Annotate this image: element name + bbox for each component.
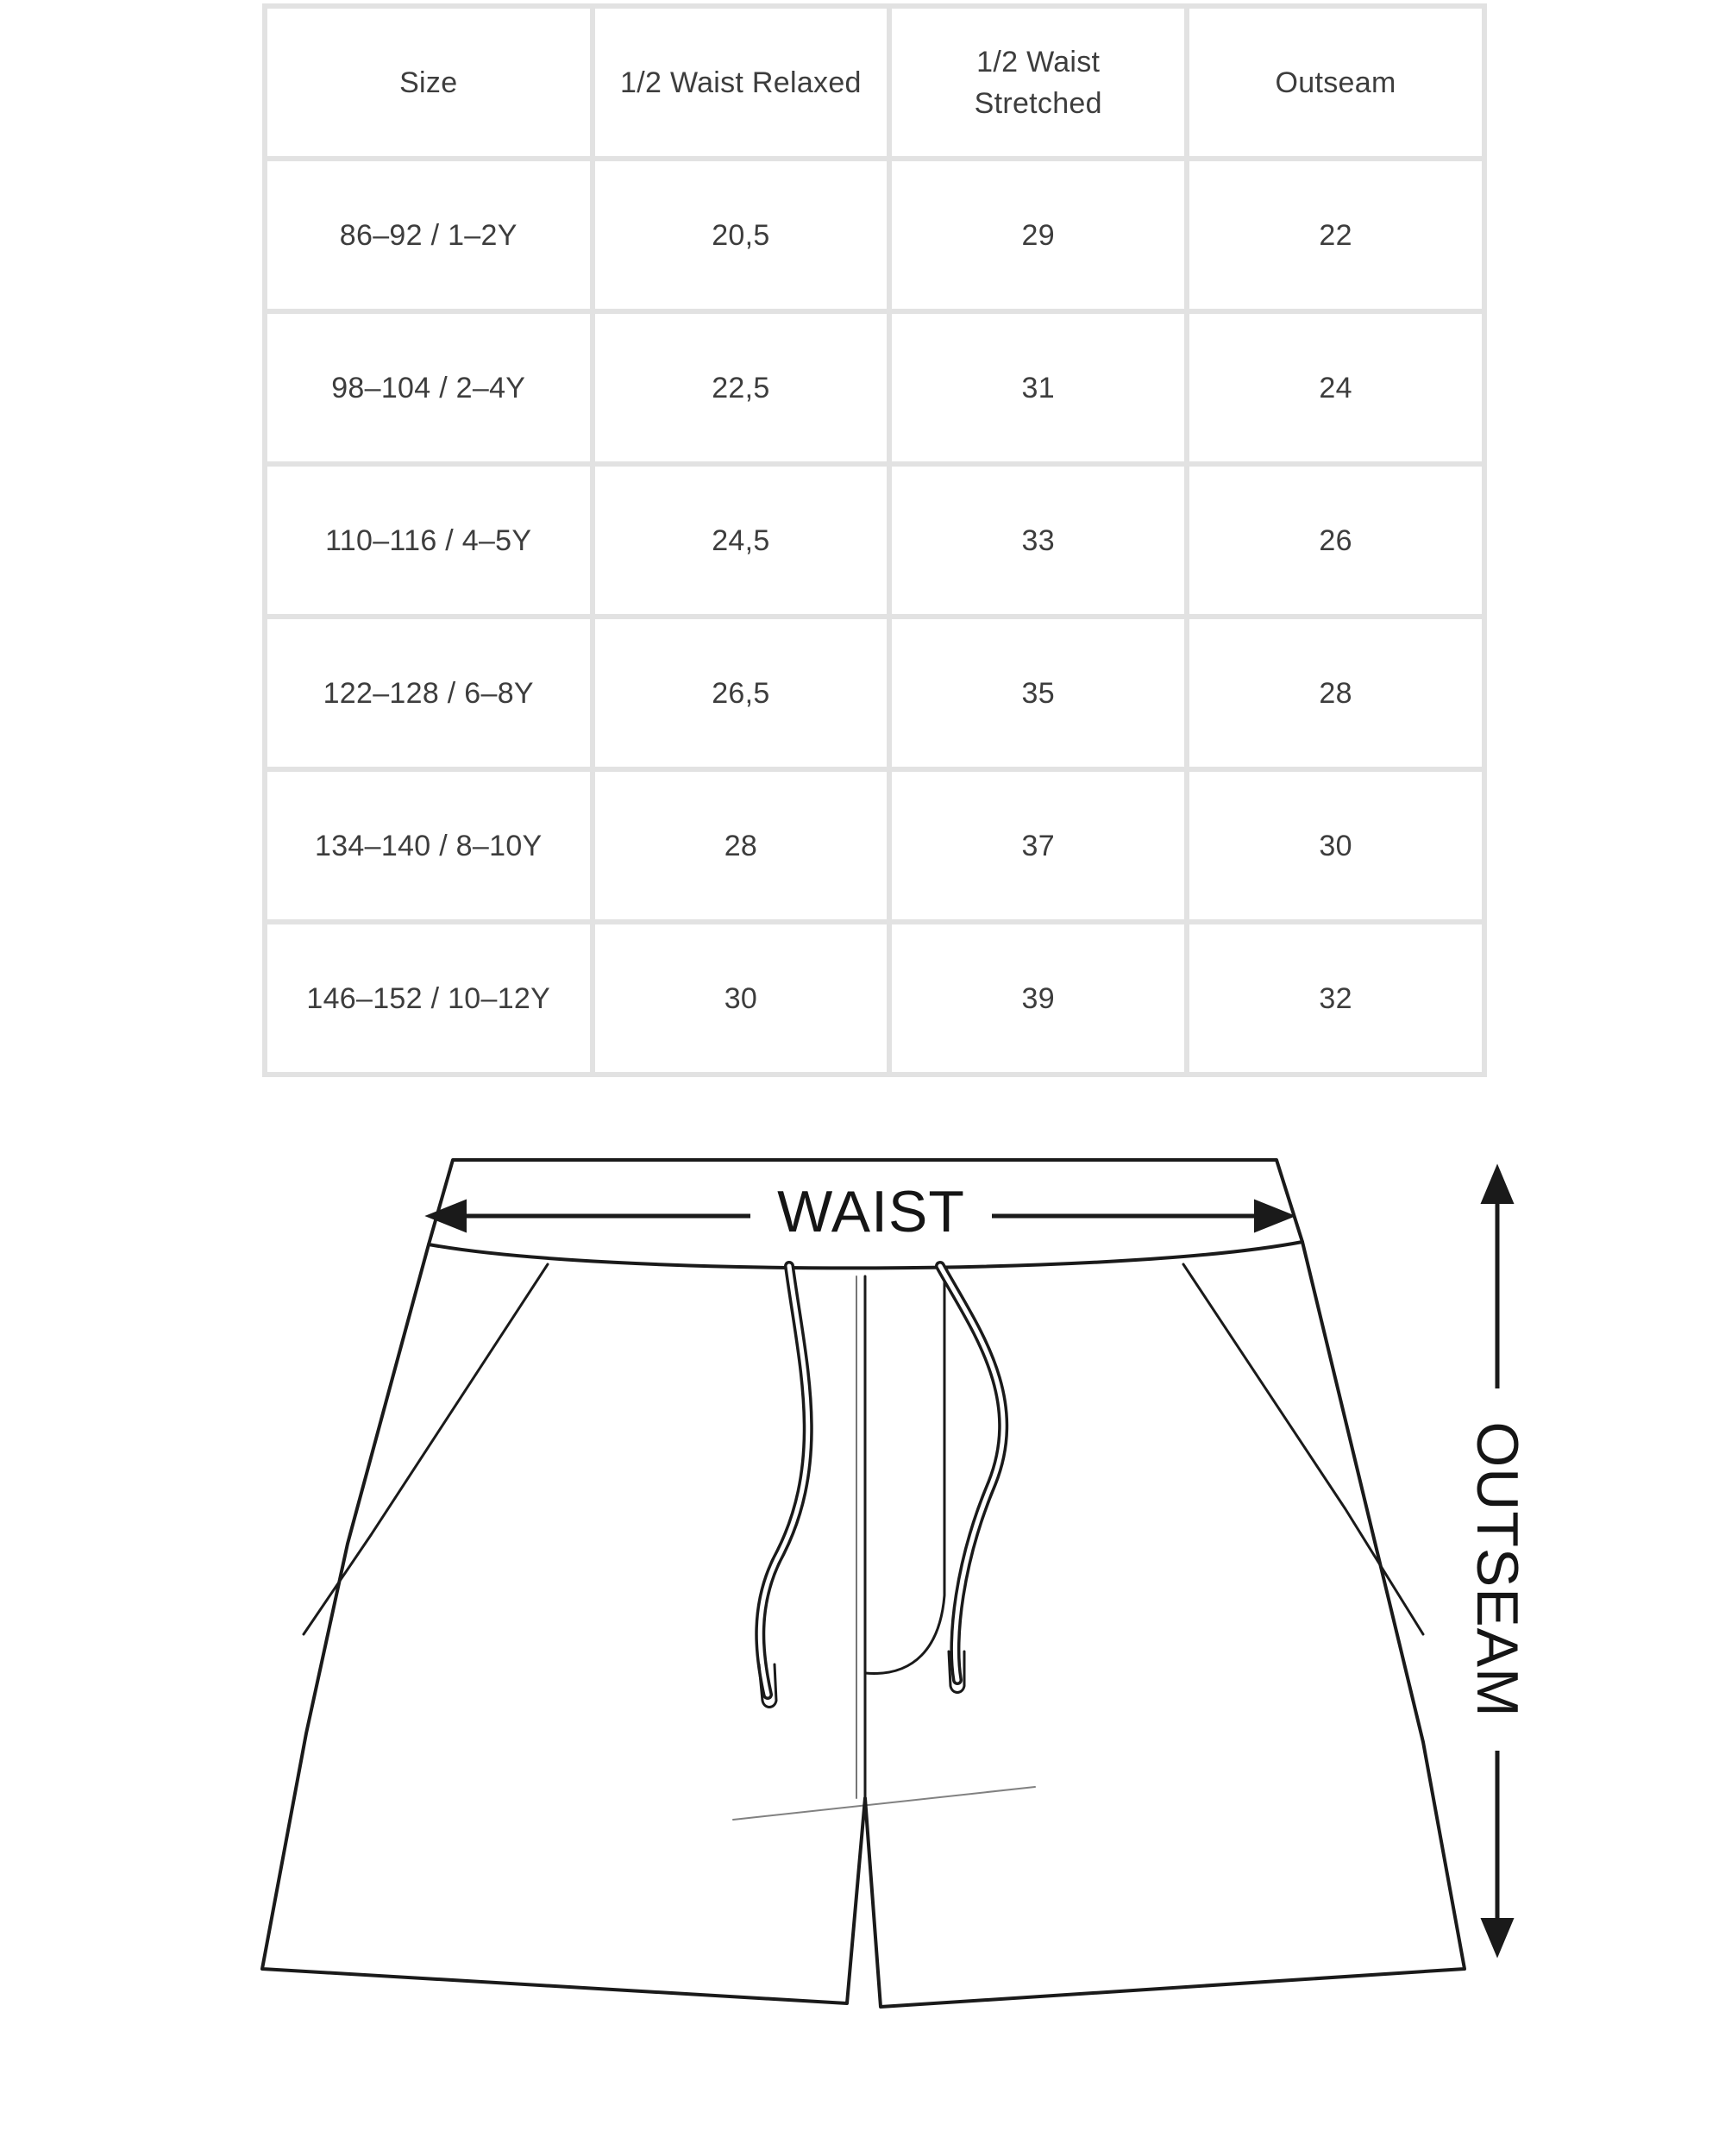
cell-half-waist-relaxed: 24,5 [593, 464, 890, 617]
cell-half-waist-stretched: 35 [889, 617, 1187, 769]
header-size: Size [265, 6, 593, 159]
table-header-row [265, 6, 1484, 159]
cell-size: 146–152 / 10–12Y [265, 922, 593, 1075]
cell-size: 110–116 / 4–5Y [265, 464, 593, 617]
cell-half-waist-relaxed: 30 [593, 922, 890, 1075]
table-row [265, 922, 1484, 1075]
crotch-seam-line [733, 1787, 1035, 1820]
shorts-measurement-diagram [0, 1121, 1725, 2070]
header-half-waist-relaxed: 1/2 Waist Relaxed [593, 6, 890, 159]
table-row [265, 464, 1484, 617]
left-pocket-line [304, 1264, 548, 1634]
cell-outseam: 28 [1187, 617, 1484, 769]
waist-label: WAIST [777, 1179, 965, 1244]
fly-curve [865, 1276, 944, 1673]
cell-outseam: 26 [1187, 464, 1484, 617]
cell-half-waist-stretched: 37 [889, 769, 1187, 922]
header-outseam: Outseam [1187, 6, 1484, 159]
table-row [265, 769, 1484, 922]
outseam-label: OUTSEAM [1463, 1388, 1532, 1751]
size-chart-table [262, 3, 1487, 1077]
table-row [265, 159, 1484, 311]
table-row [265, 617, 1484, 769]
cell-size: 122–128 / 6–8Y [265, 617, 593, 769]
cell-half-waist-relaxed: 26,5 [593, 617, 890, 769]
cell-half-waist-relaxed: 22,5 [593, 311, 890, 464]
cell-half-waist-stretched: 31 [889, 311, 1187, 464]
cell-half-waist-stretched: 33 [889, 464, 1187, 617]
cell-size: 134–140 / 8–10Y [265, 769, 593, 922]
cell-half-waist-stretched: 29 [889, 159, 1187, 311]
cell-outseam: 22 [1187, 159, 1484, 311]
cell-size: 98–104 / 2–4Y [265, 311, 593, 464]
cell-half-waist-stretched: 39 [889, 922, 1187, 1075]
cell-outseam: 32 [1187, 922, 1484, 1075]
right-pocket-line [1183, 1264, 1423, 1634]
cell-size: 86–92 / 1–2Y [265, 159, 593, 311]
cell-outseam: 24 [1187, 311, 1484, 464]
header-half-waist-stretched: 1/2 Waist Stretched [889, 6, 1187, 159]
cell-half-waist-relaxed: 20,5 [593, 159, 890, 311]
cell-half-waist-relaxed: 28 [593, 769, 890, 922]
table-row [265, 311, 1484, 464]
shorts-body-outline [262, 1242, 1465, 2007]
cell-outseam: 30 [1187, 769, 1484, 922]
